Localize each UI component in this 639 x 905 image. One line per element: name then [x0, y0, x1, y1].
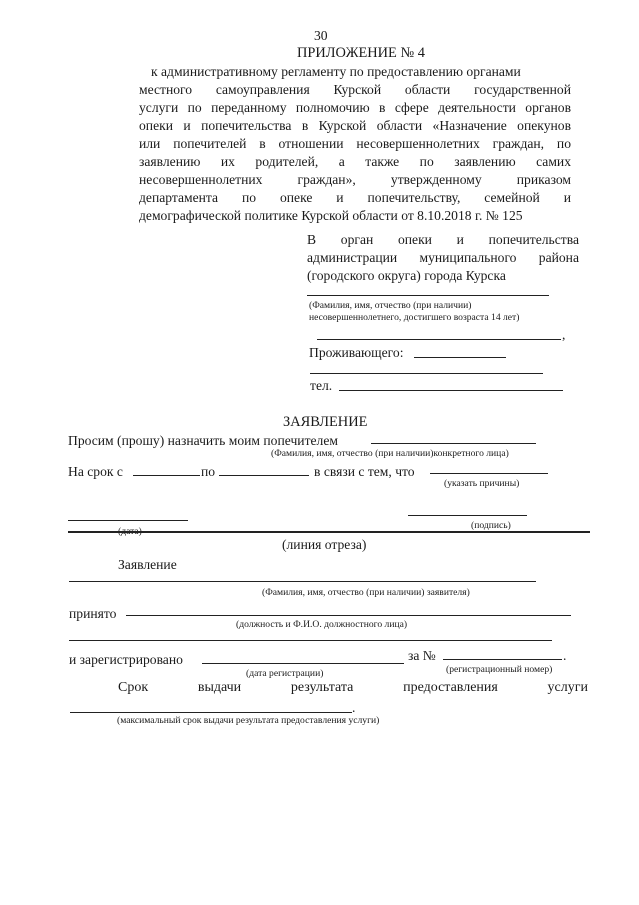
date-field[interactable] — [68, 520, 188, 521]
appendix-line: или попечителей в отношении несовершеннолетних граждан, по — [139, 136, 571, 151]
request-hint: (Фамилия, имя, отчество (при наличии)конкретного лица) — [271, 448, 509, 459]
residing-field[interactable] — [414, 357, 506, 358]
appendix-line: к административному регламенту по предоставлению органами — [151, 64, 521, 79]
applicant-field[interactable] — [69, 581, 536, 582]
term-period: . — [352, 700, 356, 715]
reg-number-hint: (регистрационный номер) — [446, 664, 553, 675]
addressee-line: В орган опеки и попечительства — [307, 232, 579, 247]
request-text: Просим (прошу) назначить моим попечителем — [68, 433, 338, 448]
residing-label: Проживающего: — [309, 345, 404, 360]
statement-heading: ЗАЯВЛЕНИЕ — [283, 414, 368, 430]
comma: , — [562, 327, 566, 342]
addressee-line: администрации муниципального района — [307, 250, 579, 265]
term-from-field[interactable] — [133, 475, 200, 476]
reason-field[interactable] — [430, 473, 548, 474]
date-hint: (дата) — [118, 526, 142, 537]
name-hint: несовершеннолетнего, достигшего возраста 14 лет) — [309, 312, 520, 323]
term-from-label: На срок с — [68, 464, 123, 479]
number-label: за № — [408, 648, 436, 663]
term-line: Срок выдачи результата предоставления услуги — [118, 680, 588, 695]
appendix-line: департамента по опеке и попечительству, семейной и — [139, 190, 571, 205]
cut-line-rule — [68, 531, 590, 533]
residing-field-2[interactable] — [310, 373, 543, 374]
reg-date-hint: (дата регистрации) — [246, 668, 324, 679]
applicant-name-field[interactable] — [307, 295, 549, 296]
registered-label: и зарегистрировано — [69, 652, 183, 667]
guardian-name-field[interactable] — [371, 443, 536, 444]
appendix-line: местного самоуправления Курской области государственной — [139, 82, 571, 97]
official-hint: (должность и Ф.И.О. должностного лица) — [236, 619, 408, 630]
phone-label: тел. — [310, 378, 333, 393]
addressee-line: (городского округа) города Курска — [307, 268, 506, 283]
appendix-line: демографической политике Курской области от 8.10.2018 г. № 125 — [139, 208, 523, 223]
applicant-hint: (Фамилия, имя, отчество (при наличии) заявителя) — [262, 587, 470, 598]
accepted-label: принято — [69, 606, 117, 621]
receipt-label: Заявление — [118, 557, 177, 572]
term-to-field[interactable] — [219, 475, 309, 476]
number-period: . — [563, 648, 567, 663]
signature-field[interactable] — [408, 515, 527, 516]
official-field[interactable] — [126, 615, 571, 616]
phone-field[interactable] — [339, 390, 563, 391]
reg-date-field[interactable] — [202, 663, 404, 664]
appendix-line: опеки и попечительства в Курской области «Назначение опекунов — [139, 118, 571, 133]
term-to-label: по — [201, 464, 216, 479]
cut-line-label: (линия отреза) — [282, 537, 367, 552]
reg-number-field[interactable] — [443, 659, 562, 660]
appendix-line: услуги по переданному полномочию в сфере деятельности органов — [139, 100, 571, 115]
official-field-2[interactable] — [69, 640, 552, 641]
name-hint: (Фамилия, имя, отчество (при наличии) — [309, 300, 472, 311]
appendix-line: заявлению их родителей, а также по заявлению самих — [139, 154, 571, 169]
appendix-title: ПРИЛОЖЕНИЕ № 4 — [297, 45, 425, 61]
applicant-name-field-2[interactable] — [317, 339, 561, 340]
reason-hint: (указать причины) — [444, 478, 520, 489]
term-reason-label: в связи с тем, что — [314, 464, 415, 479]
term-field[interactable] — [70, 712, 352, 713]
term-hint: (максимальный срок выдачи результата предоставления услуги) — [117, 715, 380, 726]
page-number: 30 — [314, 28, 328, 43]
appendix-line: несовершеннолетних граждан», утвержденному приказом — [139, 172, 571, 187]
signature-hint: (подпись) — [471, 520, 511, 531]
